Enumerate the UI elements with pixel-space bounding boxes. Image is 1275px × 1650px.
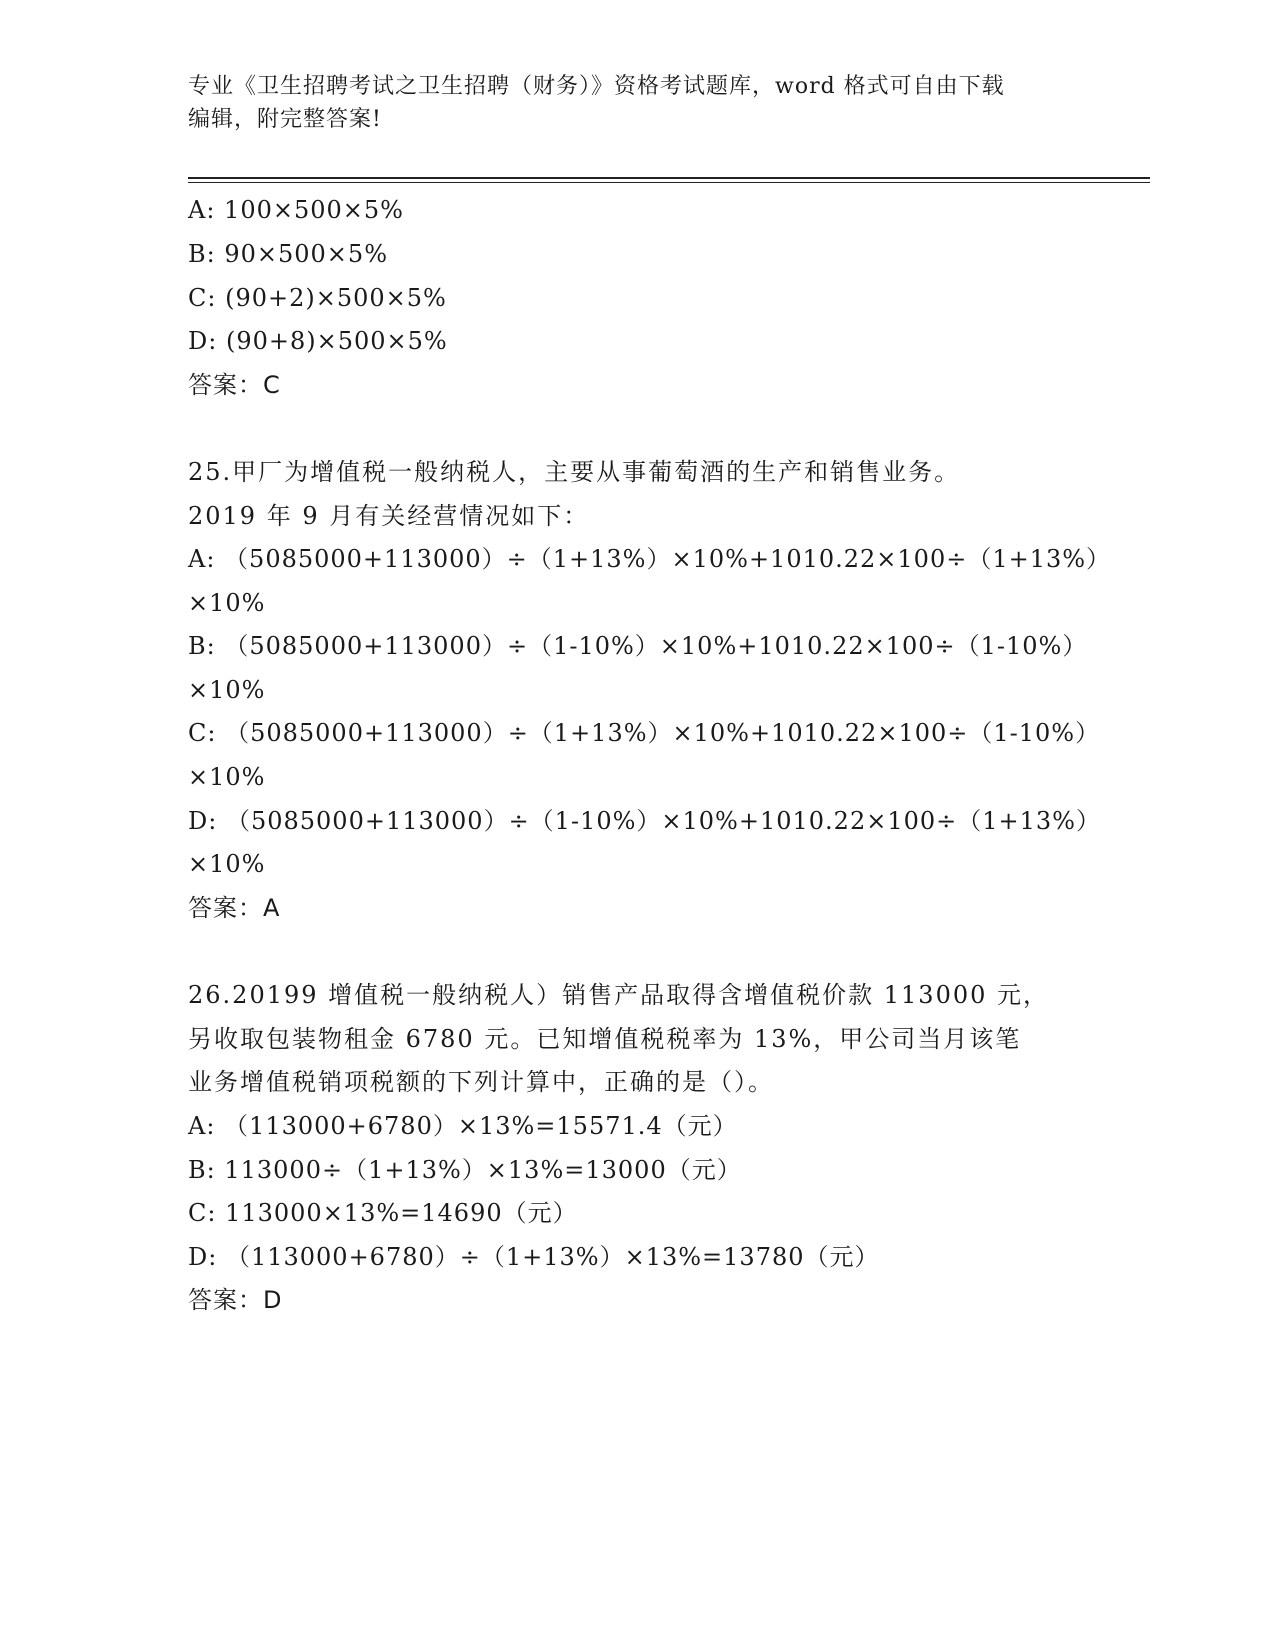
q25-stem-line-1: 25.甲厂为增值税一般纳税人，主要从事葡萄酒的生产和销售业务。 [188, 458, 961, 486]
q24-option-a: A: 100×500×5% [188, 196, 404, 224]
q25-option-c-cont: ×10% [188, 763, 266, 791]
q25-stem-line-2: 2019 年 9 月有关经营情况如下： [188, 502, 590, 530]
q24-answer: 答案：C [188, 371, 281, 399]
q26-option-d: D: （113000+6780）÷（1+13%）×13%=13780（元） [188, 1243, 880, 1271]
q25-option-b: B: （5085000+113000）÷（1-10%）×10%+1010.22×100÷（1-10%） [188, 632, 1088, 660]
header-line-2: 编辑，附完整答案! [188, 107, 382, 132]
q25-option-a: A: （5085000+113000）÷（1+13%）×10%+1010.22×100÷（1+13%） [188, 545, 1112, 573]
q26-stem-line-2: 另收取包装物租金 6780 元。已知增值税税率为 13%，甲公司当月该笔 [188, 1025, 1022, 1053]
q24-option-b: B: 90×500×5% [188, 240, 388, 268]
q26-answer: 答案：D [188, 1286, 283, 1314]
q26-option-c: C: 113000×13%=14690（元） [188, 1199, 578, 1227]
header-divider-thin [188, 182, 1150, 183]
q25-option-d-cont: ×10% [188, 850, 266, 878]
document-header [188, 70, 1068, 136]
header-line-1: 专业《卫生招聘考试之卫生招聘（财务）》资格考试题库，word 格式可自由下载 [188, 74, 1005, 99]
q25-answer: 答案：A [188, 894, 281, 922]
q25-option-c: C: （5085000+113000）÷（1+13%）×10%+1010.22×100÷（1-10%） [188, 719, 1101, 747]
header-divider-thick [188, 177, 1150, 179]
q24-option-d: D: (90+8)×500×5% [188, 327, 448, 355]
q26-option-a: A: （113000+6780）×13%=15571.4（元） [188, 1112, 738, 1140]
q25-option-a-cont: ×10% [188, 589, 266, 617]
q25-option-d: D: （5085000+113000）÷（1-10%）×10%+1010.22×100÷（1+13%） [188, 807, 1101, 835]
q24-option-c: C: (90+2)×500×5% [188, 284, 447, 312]
q26-option-b: B: 113000÷（1+13%）×13%=13000（元） [188, 1156, 742, 1184]
q26-stem-line-3: 业务增值税销项税额的下列计算中，正确的是（）。 [188, 1068, 774, 1096]
q26-stem-line-1: 26.20199 增值税一般纳税人）销售产品取得含增值税价款 113000 元， [188, 981, 1050, 1009]
q25-option-b-cont: ×10% [188, 676, 266, 704]
